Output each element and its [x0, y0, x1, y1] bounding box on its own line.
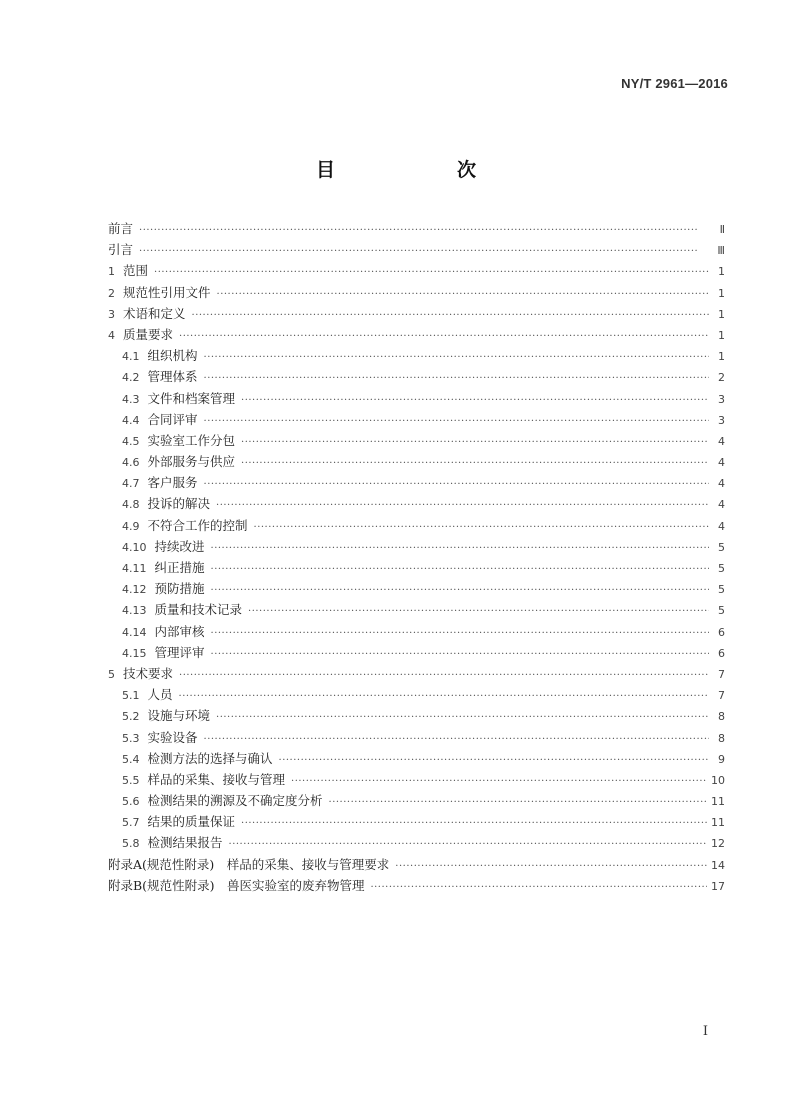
toc-entry-page: 1 — [718, 265, 725, 279]
toc-entry[interactable] — [108, 769, 725, 790]
toc-entry-number: 5.3 — [122, 731, 140, 745]
toc-entry-page: 4 — [718, 434, 725, 448]
toc-entry-number: 5.4 — [122, 752, 140, 766]
toc-entry-number: 4.4 — [122, 413, 140, 427]
page-number: I — [702, 1024, 708, 1039]
toc-entry-page: 4 — [718, 498, 725, 512]
toc-entry[interactable] — [108, 366, 725, 387]
toc-entry-number: 5.5 — [122, 773, 140, 787]
toc-leader-dots — [179, 665, 709, 686]
toc-entry[interactable] — [108, 748, 725, 769]
toc-entry-page: 14 — [711, 858, 725, 872]
toc-entry-label: 质量和技术记录 — [154, 602, 243, 618]
toc-entry-label: 管理评审 — [154, 644, 205, 660]
toc-entry-page: 4 — [718, 477, 725, 491]
toc-entry-label: 结果的质量保证 — [147, 814, 236, 830]
document-code: NY/T 2961—2016 — [621, 76, 728, 91]
toc-leader-dots — [279, 750, 709, 771]
toc-entry[interactable] — [108, 832, 725, 853]
toc-entry-label: 设施与环境 — [147, 708, 211, 724]
toc-entry-number: 4.5 — [122, 434, 140, 448]
toc-entry[interactable] — [108, 854, 725, 875]
table-of-contents — [108, 218, 725, 896]
toc-entry-label: 外部服务与供应 — [147, 454, 236, 470]
toc-entry-page: Ⅲ — [717, 244, 725, 258]
toc-entry[interactable] — [108, 472, 725, 493]
toc-entry-number: 4.7 — [122, 477, 140, 491]
toc-leader-dots — [217, 284, 709, 305]
toc-entry-number: 5 — [108, 667, 115, 681]
toc-leader-dots — [216, 495, 709, 516]
toc-entry-label: 实验设备 — [147, 729, 198, 745]
toc-entry-number: 1 — [108, 265, 115, 279]
toc-entry-number: 4.15 — [122, 646, 147, 660]
toc-entry-page: 2 — [718, 371, 725, 385]
toc-leader-dots — [241, 432, 709, 453]
toc-entry-label: 内部审核 — [154, 623, 205, 639]
toc-entry-label: 组织机构 — [147, 348, 198, 364]
toc-entry-label: 持续改进 — [154, 538, 205, 554]
toc-entry-number: 4.8 — [122, 498, 140, 512]
toc-leader-dots — [248, 601, 709, 622]
toc-entry-label: 投诉的解决 — [147, 496, 211, 512]
toc-entry-number: 5.1 — [122, 689, 140, 703]
toc-entry-page: 11 — [711, 795, 725, 809]
toc-entry[interactable] — [108, 282, 725, 303]
toc-entry-page: 12 — [711, 837, 725, 851]
toc-entry-page: 6 — [718, 625, 725, 639]
toc-leader-dots — [211, 538, 709, 559]
toc-entry-page: 6 — [718, 646, 725, 660]
toc-entry-page: 7 — [718, 667, 725, 681]
toc-leader-dots — [395, 856, 707, 877]
toc-entry-number: 4.6 — [122, 456, 140, 470]
toc-entry[interactable] — [108, 557, 725, 578]
toc-entry-label: 样品的采集、接收与管理 — [147, 771, 286, 787]
toc-entry-label: 人员 — [147, 687, 173, 703]
toc-entry[interactable] — [108, 515, 725, 536]
toc-entry-label: 管理体系 — [147, 369, 198, 385]
toc-entry-page: 5 — [718, 604, 725, 618]
toc-leader-dots — [204, 347, 709, 368]
toc-entry-page: 11 — [711, 816, 725, 830]
toc-entry[interactable] — [108, 684, 725, 705]
toc-entry[interactable] — [108, 493, 725, 514]
toc-entry-page: 4 — [718, 519, 725, 533]
toc-entry-label: 技术要求 — [123, 665, 174, 681]
toc-leader-dots — [139, 220, 709, 241]
toc-entry-page: 5 — [718, 583, 725, 597]
toc-entry-number: 4.10 — [122, 540, 147, 554]
toc-entry-page: 5 — [718, 540, 725, 554]
toc-entry-page: 1 — [718, 307, 725, 321]
toc-entry-number: 4.1 — [122, 350, 140, 364]
toc-entry-label: 检测方法的选择与确认 — [147, 750, 273, 766]
toc-entry-page: 8 — [718, 731, 725, 745]
toc-leader-dots — [254, 517, 709, 538]
toc-entry-number: 4.13 — [122, 604, 147, 618]
toc-entry-page: 3 — [718, 413, 725, 427]
toc-leader-dots — [229, 834, 707, 855]
toc-leader-dots — [211, 644, 709, 665]
toc-entry-number: 5.7 — [122, 816, 140, 830]
toc-entry-number: 5.8 — [122, 837, 140, 851]
toc-entry-number: 4.11 — [122, 562, 147, 575]
toc-leader-dots — [241, 453, 709, 474]
toc-entry-number: 5.2 — [122, 710, 140, 724]
toc-entry-page: 3 — [718, 392, 725, 406]
toc-entry-number: 2 — [108, 286, 115, 300]
toc-leader-dots — [154, 262, 709, 283]
toc-entry[interactable] — [108, 430, 725, 451]
toc-entry-number: 3 — [108, 307, 115, 321]
toc-entry-label: 合同评审 — [147, 411, 198, 427]
toc-entry-number: 4.2 — [122, 371, 140, 385]
toc-entry[interactable] — [108, 409, 725, 430]
toc-entry-label: 客户服务 — [147, 475, 198, 491]
toc-entry-label: 规范性引用文件 — [123, 284, 211, 300]
toc-entry-page: 5 — [718, 562, 725, 575]
toc-entry-label: 纠正措施 — [154, 560, 205, 575]
toc-entry-label: 引言 — [108, 242, 134, 258]
toc-entry[interactable] — [108, 239, 725, 260]
toc-entry[interactable] — [108, 599, 725, 620]
toc-entry-label: 检测结果报告 — [147, 835, 223, 851]
toc-entry[interactable] — [108, 345, 725, 366]
toc-entry[interactable] — [108, 727, 725, 748]
toc-entry-number: 5.6 — [122, 795, 140, 809]
toc-leader-dots — [241, 390, 709, 411]
toc-entry-label: 检测结果的溯源及不确定度分析 — [147, 793, 323, 809]
toc-entry-page: 1 — [718, 286, 725, 300]
toc-entry[interactable] — [108, 218, 725, 239]
toc-entry-number: 4.14 — [122, 625, 147, 639]
toc-entry[interactable] — [108, 790, 725, 811]
toc-entry[interactable] — [108, 303, 725, 324]
toc-entry-page: 1 — [718, 328, 725, 342]
toc-entry-label: 实验室工作分包 — [147, 432, 236, 448]
toc-leader-dots — [204, 368, 709, 389]
toc-entry[interactable] — [108, 260, 725, 281]
toc-entry[interactable] — [108, 811, 725, 832]
toc-leader-dots — [192, 305, 709, 326]
toc-leader-dots — [216, 707, 709, 728]
toc-entry-label: 范围 — [123, 263, 149, 279]
toc-entry-label: 术语和定义 — [123, 305, 186, 321]
toc-entry[interactable] — [108, 324, 725, 345]
toc-leader-dots — [329, 792, 707, 813]
toc-entry-page: 4 — [718, 456, 725, 470]
toc-entry-number: 4.9 — [122, 519, 140, 533]
toc-entry-number: 4.3 — [122, 392, 140, 406]
toc-entry[interactable] — [108, 536, 725, 557]
toc-leader-dots — [179, 326, 709, 347]
toc-entry-page: 9 — [718, 752, 725, 766]
toc-entry[interactable] — [108, 875, 725, 896]
toc-leader-dots — [179, 686, 709, 707]
toc-entry[interactable] — [108, 451, 725, 472]
toc-title: 目 次 — [315, 159, 504, 181]
toc-entry-page: 7 — [718, 689, 725, 703]
toc-entry-number: 4 — [108, 328, 115, 342]
toc-entry-page: 10 — [711, 773, 725, 787]
toc-entry[interactable] — [108, 705, 725, 726]
toc-entry-label: 预防措施 — [154, 581, 205, 597]
toc-leader-dots — [139, 241, 709, 262]
toc-leader-dots — [241, 813, 707, 834]
toc-leader-dots — [211, 580, 709, 601]
toc-entry-number: 4.12 — [122, 583, 147, 597]
toc-entry-label: 不符合工作的控制 — [147, 517, 248, 533]
toc-entry-label: 文件和档案管理 — [147, 390, 236, 406]
toc-entry[interactable] — [108, 388, 725, 409]
toc-entry-page: 17 — [711, 879, 725, 893]
toc-entry[interactable] — [108, 621, 725, 642]
toc-entry[interactable] — [108, 578, 725, 599]
toc-leader-dots — [204, 411, 709, 432]
toc-entry[interactable] — [108, 663, 725, 684]
toc-leader-dots — [211, 559, 709, 580]
toc-entry-label: 附录B(规范性附录) 兽医实验室的废弃物管理 — [108, 877, 365, 893]
toc-entry-label: 前言 — [108, 221, 134, 236]
toc-entry-page: Ⅱ — [719, 223, 725, 236]
toc-leader-dots — [291, 771, 707, 792]
toc-leader-dots — [211, 623, 709, 644]
toc-entry-label: 质量要求 — [123, 326, 174, 342]
toc-leader-dots — [204, 474, 709, 495]
toc-leader-dots — [204, 729, 709, 750]
toc-leader-dots — [370, 877, 707, 898]
toc-entry-page: 8 — [718, 710, 725, 724]
toc-entry-page: 1 — [718, 350, 725, 364]
toc-entry[interactable] — [108, 642, 725, 663]
toc-entry-label: 附录A(规范性附录) 样品的采集、接收与管理要求 — [108, 856, 390, 872]
